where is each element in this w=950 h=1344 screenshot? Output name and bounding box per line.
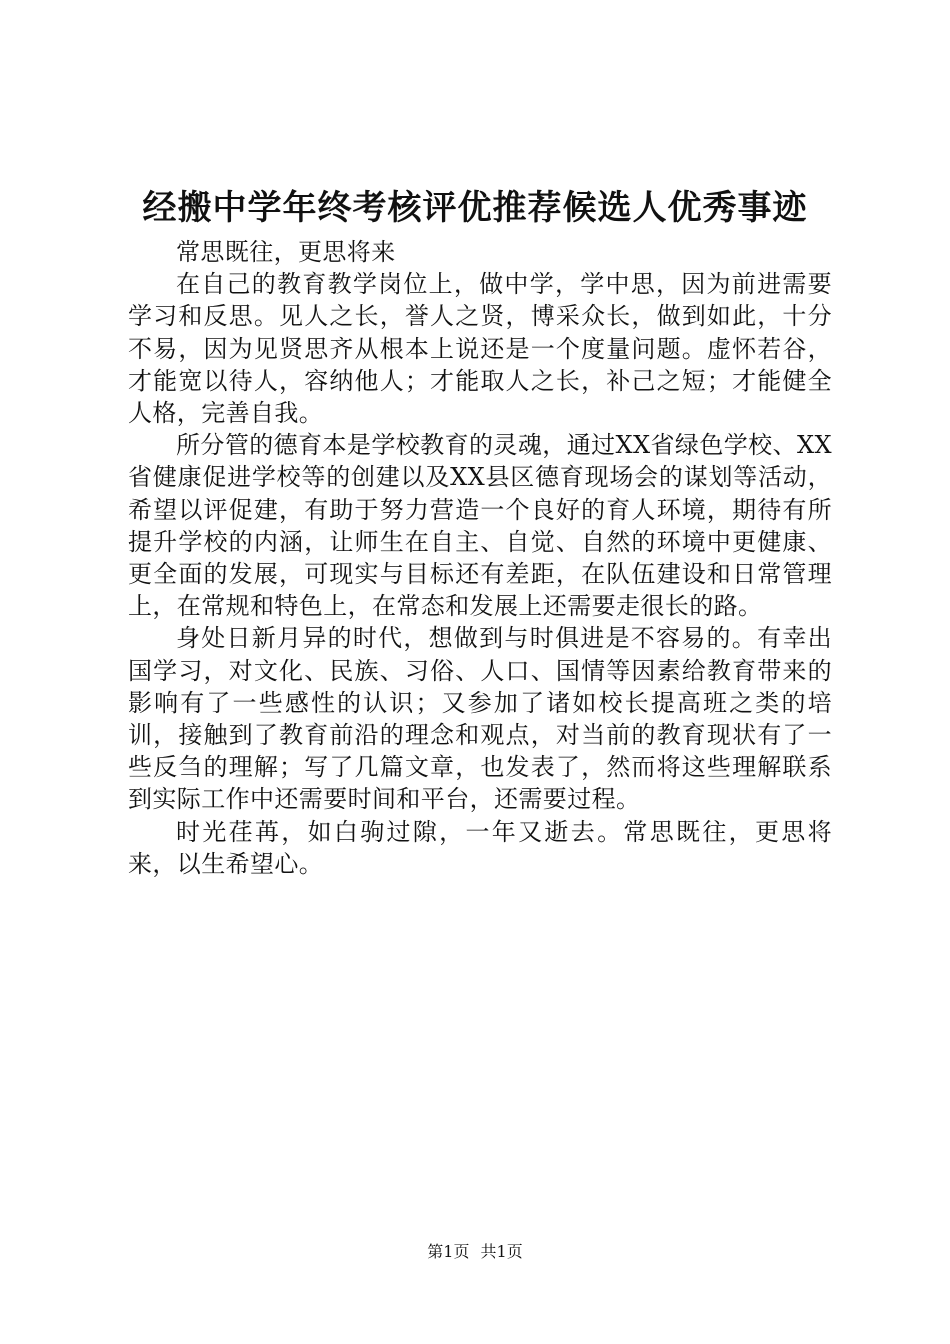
paragraph: 时光荏苒，如白驹过隙，一年又逝去。常思既往，更思将来，以生希望心。 bbox=[128, 817, 832, 878]
document-title: 经搬中学年终考核评优推荐候选人优秀事迹 bbox=[142, 188, 808, 228]
paragraph: 所分管的德育本是学校教育的灵魂，通过XX省绿色学校、XX省健康促进学校等的创建以及XX县区德育现场会的谋划等活动，希望以评促建，有助于努力营造一个良好的育人环境，期待有所提升学校的内涵，让师生在自主、自觉、自然的环境中更健康、更全面的发展，可现实与目标还有差距，在队伍建设和日常管理上，在常规和特色上，在常态和发展上还需要走很长的路。 bbox=[128, 431, 832, 621]
page-total: 共1页 bbox=[480, 1242, 523, 1261]
paragraph: 身处日新月异的时代，想做到与时俱进是不容易的。有幸出国学习，对文化、民族、习俗、人口、国情等因素给教育带来的影响有了一些感性的认识；又参加了诸如校长提高班之类的培训，接触到了教育前沿的理念和观点，对当前的教育现状有了一些反刍的理解；写了几篇文章，也发表了，然而将这些理解联系到实际工作中还需要时间和平台，还需要过程。 bbox=[128, 624, 832, 814]
page-footer bbox=[0, 1240, 950, 1264]
paragraph: 在自己的教育教学岗位上，做中学，学中思，因为前进需要学习和反思。见人之长，誉人之贤，博采众长，做到如此，十分不易，因为见贤思齐从根本上说还是一个度量问题。虚怀若谷，才能宽以待人，容纳他人；才能取人之长，补己之短；才能健全人格，完善自我。 bbox=[128, 270, 832, 428]
document-body bbox=[128, 236, 832, 880]
page-number: 第1页 bbox=[427, 1242, 470, 1261]
paragraph-subtitle: 常思既往，更思将来 bbox=[176, 238, 396, 266]
